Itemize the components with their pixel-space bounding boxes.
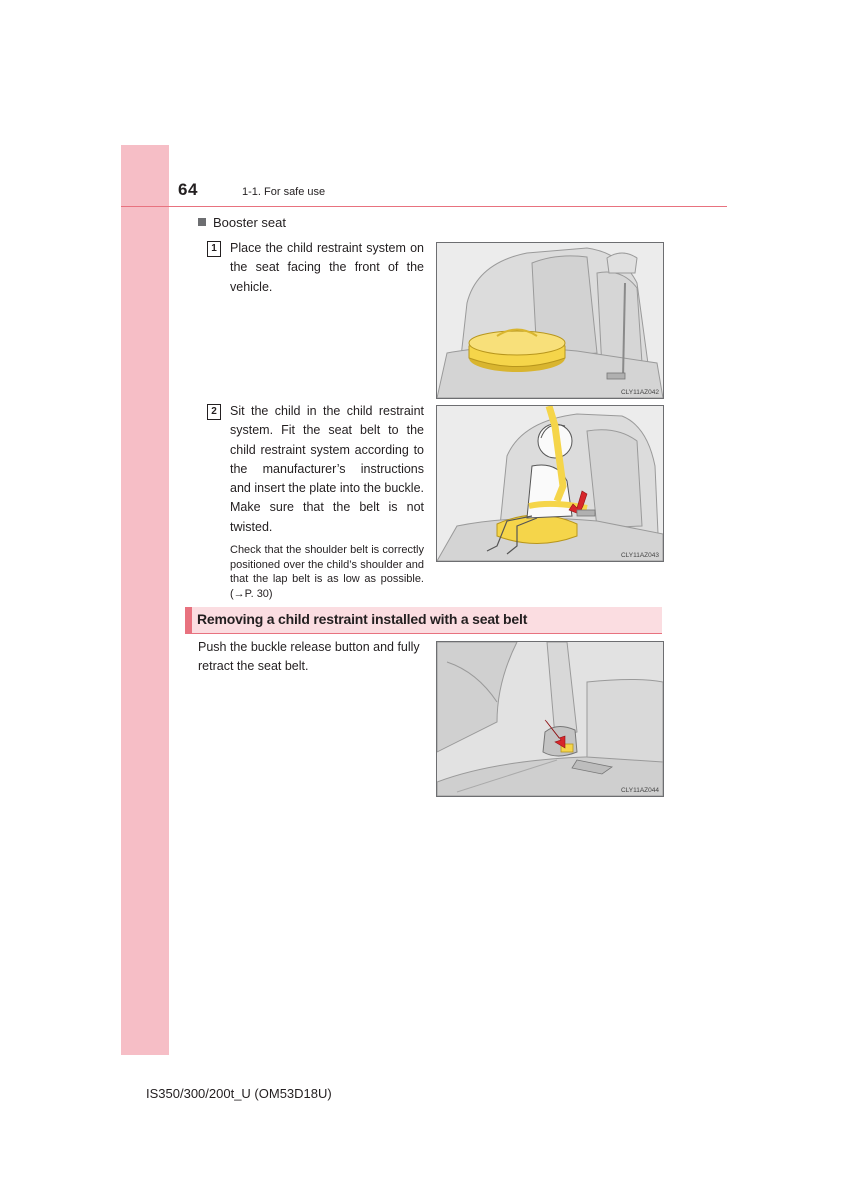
image-code-3: CLY11AZ044 xyxy=(620,787,659,794)
header-divider xyxy=(121,206,727,207)
step-2-number: 2 xyxy=(207,404,221,420)
square-bullet-icon xyxy=(198,218,206,226)
shoulder-belt-note: Check that the shoulder belt is correctly positioned over the child’s shoulder and that the lap belt is as low as possible. (→P. 30) xyxy=(230,544,424,600)
title-accent-bar xyxy=(185,607,192,633)
section-label: 1-1. For safe use xyxy=(242,186,326,198)
side-color-band xyxy=(121,145,169,1055)
step-1-number: 1 xyxy=(207,241,221,257)
step-1-text: Place the child restraint system on the seat facing the front of the vehicle. xyxy=(230,241,424,294)
child-seated-illustration xyxy=(436,405,664,562)
step-2-text: Sit the child in the child restraint system. Fit the seat belt to the child restraint system according to the manufacturer’s instructions and insert the plate into the buckle. Make sure that the belt is not twisted. xyxy=(230,404,424,534)
page-number: 64 xyxy=(178,180,198,199)
footer-model-code: IS350/300/200t_U (OM53D18U) xyxy=(146,1086,332,1101)
removing-instructions: Push the buckle release button and fully retract the seat belt. xyxy=(198,640,420,674)
image-code-2: CLY11AZ043 xyxy=(620,552,659,559)
buckle-release-illustration xyxy=(436,641,664,797)
removing-section-title xyxy=(185,607,662,634)
booster-seat-heading xyxy=(198,215,286,230)
image-code-1: CLY11AZ042 xyxy=(620,389,659,396)
removing-section-title-text: Removing a child restraint installed with a seat belt xyxy=(197,611,528,627)
booster-seat-heading-text: Booster seat xyxy=(213,215,286,230)
booster-seat-placement-illustration xyxy=(436,242,664,399)
